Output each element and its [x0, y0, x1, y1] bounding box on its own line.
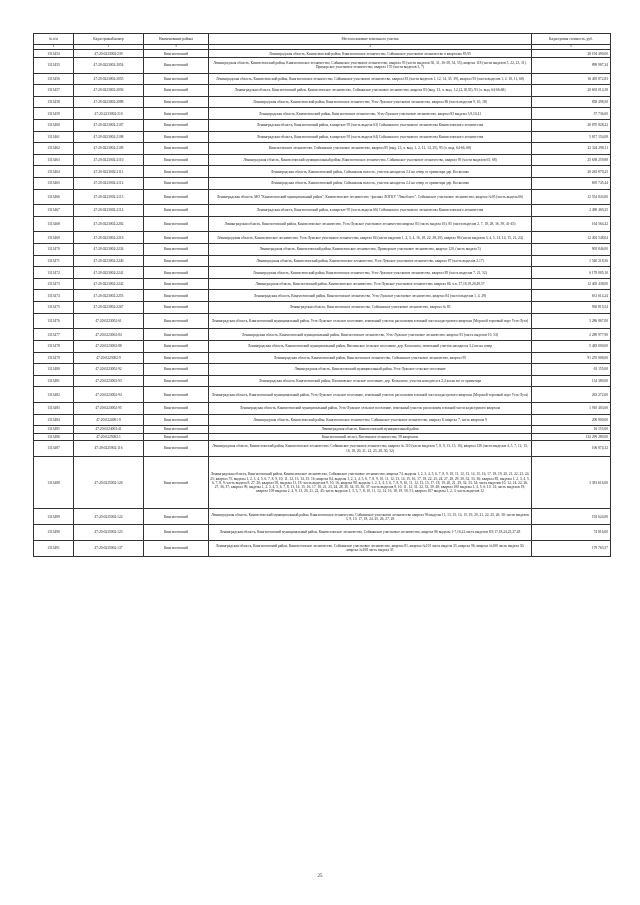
table-row — [34, 50, 611, 58]
land-location: Ленинградская область, Кингисеппский район, Кингисеппское лесничество, Усть-Лужское участковое лесничество, квартал 87 (часть выделов 2,17) — [209, 255, 532, 267]
row-number: 1313487 — [34, 441, 74, 457]
header-district: Наименование района — [144, 34, 209, 45]
cadastral-number: 47:20:0223002:92 — [74, 364, 144, 376]
row-number: 1313481 — [34, 375, 74, 387]
row-number: 1313466 — [34, 189, 74, 205]
table-row — [34, 267, 611, 279]
district-name: Кингисеппский — [144, 177, 209, 189]
district-name: Кингисеппский — [144, 313, 209, 329]
row-number: 1313475 — [34, 302, 74, 314]
cadastral-value: 1 910 403,60 — [532, 402, 611, 414]
district-name: Кингисеппский — [144, 50, 209, 58]
cadastral-number: 47:20:0223002:239 — [74, 50, 144, 58]
land-location: Ленинградская область, Кингисеппский район, Кингисеппское лесничество, Усть-Лужское участковое лесничество квартал 83 (часть выдела 16), 85 (части выделов 2, 7, 18, 28, 36, 39, 41-45) — [209, 216, 532, 232]
cadastral-value: 23 324 298,11 — [532, 143, 611, 155]
cadastral-value-table — [33, 33, 611, 557]
cadastral-number: 47:20:0224001:9 — [74, 414, 144, 426]
page-number: 25 — [317, 874, 323, 879]
table-row — [34, 456, 611, 509]
cadastral-number: 47:20:0223002:2108 — [74, 131, 144, 143]
land-location: Ленинградская область, Кингисеппский район, Пахомовское сельское поселение, дер. Косколово, участок находится в 2,4 км на юг от ориентира — [209, 375, 532, 387]
table-row — [34, 177, 611, 189]
row-number: 1313476 — [34, 313, 74, 329]
table-row — [34, 364, 611, 376]
row-number: 1313459 — [34, 108, 74, 120]
land-location: Ленинградская область, Кингисеппский район, в квартале 95 (часть выдела 66) Сойкинского участкового лесничества Кингисеппского лесничества — [209, 205, 532, 217]
cadastral-value: 134 380,00 — [532, 375, 611, 387]
cadastral-number: 47:20:0223002:2054 — [74, 57, 144, 73]
district-name: Кингисеппский — [144, 414, 209, 426]
cadastral-number: 47:20:0223002:2056 — [74, 85, 144, 97]
table-row — [34, 73, 611, 85]
district-name: Кингисеппский — [144, 216, 209, 232]
cadastral-value: 16 405 872,83 — [532, 73, 611, 85]
land-location: Ленинградская область, Кингисеппский район, Сойкинская волость, участок находится 2.4 на север от ориентира дер. Косколово — [209, 166, 532, 178]
row-number: 1313483 — [34, 402, 74, 414]
table-row — [34, 96, 611, 108]
cadastral-number: 47:20:0224003:41 — [74, 426, 144, 434]
table-row — [34, 143, 611, 155]
row-number: 1313467 — [34, 205, 74, 217]
cadastral-value: 3 286 867,00 — [532, 313, 611, 329]
table-row — [34, 131, 611, 143]
district-name: Кингисеппский — [144, 108, 209, 120]
table-row — [34, 232, 611, 244]
table-row — [34, 85, 611, 97]
cadastral-value: 192 624,00 — [532, 509, 611, 525]
district-name: Кингисеппский — [144, 166, 209, 178]
cadastral-value: 3 381 616,00 — [532, 456, 611, 509]
cadastral-number: 47:20:0223002:88 — [74, 340, 144, 352]
table-row — [34, 540, 611, 556]
district-name: Кингисеппский — [144, 433, 209, 441]
cadastral-number: 47:20:0223002:95 — [74, 402, 144, 414]
table-row — [34, 375, 611, 387]
land-location: Ленинградская область, Кингисеппский район, Кингисеппское лесничество, Усть-Лужское участковое лесничество, квартал 86 (часть выделов 9, 10, 18) — [209, 96, 532, 108]
land-location: Ленинградская область, Кингисеппский муниципальный район, Усть-Лужское сельское поселение, земельный участок расположен в южной части кадастрового квартала (Морской торговый порт Усть-Луга) — [209, 387, 532, 403]
cadastral-number: 47:20:0223002:61 — [74, 313, 144, 329]
cadastral-value: 6 178 085,10 — [532, 267, 611, 279]
district-name: Кингисеппский — [144, 205, 209, 217]
cadastral-value: 91 255 008,00 — [532, 352, 611, 364]
land-location: Ленинградская область, Кингисеппский муниципальный район, Кингисеппское лесничество, Сойкинское участковое лесничество, квартал 96 выделы 1-7,16,22,часть выделов 8,9,17,18,24,25,27,28 — [209, 525, 532, 541]
district-name: Кингисеппский — [144, 85, 209, 97]
cadastral-number: 47:20:0223002:2240 — [74, 255, 144, 267]
district-name: Кингисеппский — [144, 509, 209, 525]
cadastral-number: 47:20:0223002:2109 — [74, 143, 144, 155]
table-header-row — [34, 34, 611, 45]
column-index: 1 — [34, 45, 74, 50]
cadastral-number: 47:20:0225002:137 — [74, 540, 144, 556]
table-row — [34, 387, 611, 403]
district-name: Кингисеппский — [144, 96, 209, 108]
cadastral-value: 132 299 280,00 — [532, 433, 611, 441]
land-location: Ленинградская область, Кингисеппский район, в квартале 95 (часть выдела 63) Сойкинского участкового лесничества Кингисеппского лесничества — [209, 119, 532, 131]
land-location: Кингисеппский лесхоз, Вистинское лесничество, 58 кварталов — [209, 433, 532, 441]
cadastral-value: 263 272,00 — [532, 387, 611, 403]
cadastral-number: 47:20:0223002:2055 — [74, 73, 144, 85]
land-location: Ленинградская область, Кингисеппский район, Кингисеппское лесничество, Усть-Лужское участковое лесничество, квартал 86, ч.в. 17,18,19,20,49,57 — [209, 278, 532, 290]
district-name: Кингисеппский — [144, 267, 209, 279]
land-location: Ленинградская область, Кингисеппский муниципальный район — [209, 426, 532, 434]
district-name: Кингисеппский — [144, 456, 209, 509]
district-name: Кингисеппский — [144, 57, 209, 73]
cadastral-value: 905 846,00 — [532, 244, 611, 256]
land-location: Ленинградская область, Кингисеппский район, Кингисеппское лесничество, Сойкинское участковое лесничество, квартал 95 (части выделов 30, 31, 36-38, 54, 55), квартал 118 (части выделов 5, 22, 23, 31). Приморское участковое лесничество, квартал 170 (части выделов 3, 7) — [209, 57, 532, 73]
land-location: Ленинградская область, Кингисеппский муниципальный район, Кингисеппское лесничество, Усть-Лужское участковое лесничество, квартал 93 (часть выделов 10, 54) — [209, 329, 532, 341]
land-location: Ленинградская область, Кингисеппский муниципальный район, Кингисеппское лесничество, Сойкинское участковое лесничество квартал 96 выделы 11, 13, 15, 14, 15, 19, 20, 21, 22, 25, 26, 30; части выделов 3, 9, 10, 17, 18, 24, 25, 26, 27, 28 — [209, 509, 532, 525]
land-location: Ленинградская область, Кингисеппский район, Кингисеппское лесничество, Сойкинское участковое лесничество, квартал 83 (части выделов 1, 12, 14, 35, 39), квартал 93 (части выделов 1, 2, 10, 11, 68) — [209, 73, 532, 85]
table-row — [34, 329, 611, 341]
land-location: Ленинградская область, Кингисеппский район, в квартале 95 (часть выдела 64) Сойкинского участкового лесничества Кингисеппского лесничества — [209, 131, 532, 143]
cadastral-number: 47:20:0225002:123 — [74, 525, 144, 541]
table-row — [34, 205, 611, 217]
cadastral-number: 47:20:0223002:9 — [74, 352, 144, 364]
cadastral-number: 47:20:0223002:2234 — [74, 244, 144, 256]
table-row — [34, 352, 611, 364]
table-row — [34, 414, 611, 426]
table-row — [34, 166, 611, 178]
row-number: 1313457 — [34, 85, 74, 97]
cadastral-number: 47:20:0225002:122 — [74, 509, 144, 525]
cadastral-value: 1 540 218,56 — [532, 255, 611, 267]
cadastral-value: 57 736,00 — [532, 108, 611, 120]
cadastral-number: 47:20:0225002:116 — [74, 441, 144, 457]
cadastral-value: 5 817 154,08 — [532, 131, 611, 143]
cadastral-number: 47:20:0223002:2267 — [74, 302, 144, 314]
row-number: 1313468 — [34, 216, 74, 232]
table-row — [34, 290, 611, 302]
cadastral-number: 47:20:0223002:2216 — [74, 232, 144, 244]
row-number: 1313479 — [34, 352, 74, 364]
cadastral-value: 20 263 870,25 — [532, 166, 611, 178]
district-name: Кингисеппский — [144, 232, 209, 244]
cadastral-value: 179 763,57 — [532, 540, 611, 556]
cadastral-value: 12 554 843,00 — [532, 189, 611, 205]
cadastral-value: 899 987,34 — [532, 57, 611, 73]
table-row — [34, 255, 611, 267]
district-name: Кингисеппский — [144, 402, 209, 414]
district-name: Кингисеппский — [144, 302, 209, 314]
land-location: Ленинградская область, Кингисеппский район, Кингисеппское лесничество, Усть-Лужское участковое лесничество, квартал 85 (часть выделов 7, 21, 52) — [209, 267, 532, 279]
cadastral-value: 16 155,00 — [532, 426, 611, 434]
row-number: 1313484 — [34, 414, 74, 426]
cadastral-number: 47:20:0223002:2253 — [74, 290, 144, 302]
land-location: Ленинградская область, Кингисеппский район, Кингисеппское лесничество, Приморское участковое лесничество, квартал 120, (часть выдела 5) — [209, 244, 532, 256]
cadastral-value: 106 874,32 — [532, 441, 611, 457]
district-name: Кингисеппский — [144, 255, 209, 267]
cadastral-value: 2 289 977,90 — [532, 329, 611, 341]
land-location: Ленинградская область, Кингисеппский муниципальный район, Усть-Лужское сельское поселение, земельный участок расположен в южной части кадастрового квартала — [209, 402, 532, 414]
district-name: Кингисеппский — [144, 441, 209, 457]
cadastral-number: 47:20:0223002:2112 — [74, 177, 144, 189]
district-name: Кингисеппский — [144, 540, 209, 556]
land-location: Ленинградская область, Кингисеппский муниципальный район, Усть-Лужское сельское поселение — [209, 364, 532, 376]
row-number: 1313472 — [34, 267, 74, 279]
column-index: 4 — [209, 45, 532, 50]
header-location: Местоположение земельного участка — [209, 34, 532, 45]
district-name: Кингисеппский — [144, 352, 209, 364]
cadastral-number: 47:20:0223002:2088 — [74, 96, 144, 108]
cadastral-value: 26 870 828,22 — [532, 119, 611, 131]
cadastral-number: 47:20:0223002:2113 — [74, 189, 144, 205]
header-cadastral-number: Кадастровый номер — [74, 34, 144, 45]
table-row — [34, 441, 611, 457]
table-row — [34, 426, 611, 434]
cadastral-value: 28 194 490,00 — [532, 50, 611, 58]
header-num: № п/п — [34, 34, 74, 45]
land-location: Ленинградская область, Кингисеппский район, Кингисеппское лесничество, Сойкинское участковое лесничество, квартал № 110 (части выделов 7, 8, 9, 13, 15, 16), квартал 126 (части выделов 4, 5, 7, 12, 13, 16, 18, 20, 21, 22, 23, 28, 30, 32) — [209, 441, 532, 457]
row-number: 1313490 — [34, 525, 74, 541]
cadastral-value: 74 816,00 — [532, 525, 611, 541]
cadastral-value: 164 564,42 — [532, 216, 611, 232]
table-row — [34, 108, 611, 120]
table-row — [34, 340, 611, 352]
column-index: 3 — [144, 45, 209, 50]
row-number: 1313485 — [34, 426, 74, 434]
row-number: 1313474 — [34, 290, 74, 302]
table-row — [34, 402, 611, 414]
cadastral-value: 695 745,44 — [532, 177, 611, 189]
row-number: 1313486 — [34, 433, 74, 441]
district-name: Кингисеппский — [144, 73, 209, 85]
row-number: 1313455 — [34, 57, 74, 73]
cadastral-number: 47:20:0223002:93 — [74, 375, 144, 387]
table-row — [34, 216, 611, 232]
land-location: Ленинградская область, Кингисеппское лесничество, Усть-Лужское участковое лесничество, квартал 84 (части выделов 1, 2, 3, 4, 16, 18, 22, 28, 29), квартал 86 (части выделов 3, 4, 5, 13, 14, 15, 21, 24) — [209, 232, 532, 244]
cadastral-number: 47:20:0225002:1 — [74, 433, 144, 441]
row-number: 1313480 — [34, 364, 74, 376]
district-name: Кингисеппский — [144, 375, 209, 387]
cadastral-value: 12 402 548,04 — [532, 232, 611, 244]
cadastral-value: 25 658 259,88 — [532, 154, 611, 166]
district-name: Кингисеппский — [144, 290, 209, 302]
district-name: Кингисеппский — [144, 340, 209, 352]
row-number: 1313489 — [34, 509, 74, 525]
cadastral-number: 47:20:0225002:120 — [74, 456, 144, 509]
land-location: Ленинградская область, Кингисеппский муниципальный район, Вистинское сельское поселение, дер. Косколово, земельный участок находится 3,2 км на север — [209, 340, 532, 352]
land-location: Ленинградская область, Кингисеппский район, Кингисеппское лесничество, Сойкинское участковое лесничество, квартал 95 — [209, 352, 532, 364]
row-number: 1313462 — [34, 143, 74, 155]
land-location: Ленинградская область, Кингисеппский район, Кингисеппское лесничество, Усть-Лужское участковое лесничество, квартал 84 (части выделов 1, 4, 29) — [209, 290, 532, 302]
header-value: Кадастровая стоимость, руб. — [532, 34, 611, 45]
table-row — [34, 154, 611, 166]
column-index: 2 — [74, 45, 144, 50]
column-index: 5 — [532, 45, 611, 50]
district-name: Кингисеппский — [144, 244, 209, 256]
row-number: 1313491 — [34, 540, 74, 556]
row-number: 1313465 — [34, 177, 74, 189]
row-number: 1313469 — [34, 232, 74, 244]
row-number: 1313470 — [34, 244, 74, 256]
land-location: Ленинградская область, Кингисеппский район, Кингисеппское лесничество, Сойкинское участковое лесничество, квартал 8, квартал 7, часть квартала 9 — [209, 414, 532, 426]
land-location: Кингисеппское лесничество, Сойкинское участковое лесничество, квартал 85 (выд. 13, ч. выд. 1, 2, 12, 14, 35), 95 (ч. выд. 64-66, 68) — [209, 143, 532, 155]
land-location: Ленинградская область, Кингисеппский район, Сойкинская волость, участок находится 2.4 на север от ориентира дер. Косколово — [209, 177, 532, 189]
land-location: Ленинградская область, Кингисеппское лесничество, Сойкинское участковое лесничество, квартал № 83 — [209, 302, 532, 314]
cadastral-number: 47:20:0223002:2110 — [74, 154, 144, 166]
district-name: Кингисеппский — [144, 364, 209, 376]
cadastral-value: 930 819,54 — [532, 302, 611, 314]
district-name: Кингисеппский — [144, 131, 209, 143]
row-number: 1313463 — [34, 154, 74, 166]
cadastral-number: 47:20:0223002:84 — [74, 329, 144, 341]
row-number: 1313456 — [34, 73, 74, 85]
row-number: 1313458 — [34, 96, 74, 108]
land-location: Ленинградская область, Кингисеппский район, Кингисеппское лесничество, Усть-Лужское участковое лесничество, квартал 83 выделы 3,9,10,41 — [209, 108, 532, 120]
cadastral-value: 631 614,24 — [532, 290, 611, 302]
table-row — [34, 525, 611, 541]
row-number: 1313461 — [34, 131, 74, 143]
district-name: Кингисеппский — [144, 426, 209, 434]
row-number: 1313482 — [34, 387, 74, 403]
district-name: Кингисеппский — [144, 143, 209, 155]
cadastral-number: 47:20:0223002:2111 — [74, 166, 144, 178]
row-number: 1313460 — [34, 119, 74, 131]
cadastral-value: 5 483 000,00 — [532, 340, 611, 352]
land-location: Ленинградская область, Кингисеппский район, Кингисеппское лесничество, Сойкинское участковое лесничество в кварталах 85,95 — [209, 50, 532, 58]
cadastral-value: 200 800,00 — [532, 414, 611, 426]
cadastral-value: 63 155,00 — [532, 364, 611, 376]
row-number: 1313464 — [34, 166, 74, 178]
table-row — [34, 302, 611, 314]
row-number: 1313478 — [34, 340, 74, 352]
table-row — [34, 433, 611, 441]
land-location: Ленинградская область, Кингисеппский район, Кингисеппское лесничество, Сойкинское участковое лесничество, квартал 74, выделы 1, 2, 3, 4, 5, 6, 7, 8, 9, 10, 11, 12, 13, 14, 15, 16, 17, 18, 19, 20, 21, 22, 23, 24, 25; квартал 75, выделы 1, 2, 3, 4, 5, 6, 7, 8, 9, 10, 11, 12, 13, 14, 15, 16; квартал 84, выделы 1, 2, 3, 4, 5, 6, 7, 8, 9, 10, 11, 12, 13, 14, 15, 16, 17, 18, 22, 23, 24, 27, 28, 29, 30, 32, 33, 36; квартал 85, выделы 1, 2, 3, 4, 5, 6, 7, 8, 9; часть выдела 8, 27, 30; квартал 95, выделы 11, 18; часть выделов 9, 10, 16, квартал 98, выделы 1, 2, 3, 4, 5, 6, 7, 8, 9, 10, 11, 12, 13, 15, 17, 18, 19, 20, 21, 29, 32, 33, 34; часть выделов 10, 12, 14, 22, 26, 27, 36, 37; квартал 99, выделы 1, 2, 3, 4, 5, 6, 7, 8, 13, 14, 15, 16, 17, 18, 21, 23, 24, 28, 30, 34, 35, 36, 37; часть выделов 9, 10, 11, 12, 31, 32, 33, 39, 40; квартал 100 выделы 1, 4, 5, 6, 10, 14; часть выделов 19; квартал 109 выделы 2, 4, 9, 13, 20, 21, 22, 45; часть выделов 1, 3, 5, 7, 8, 10, 11, 12, 14, 16, 18, 19, 50, 51; квартал 107 выделы 1, 2, 3; часть выделов 12 — [209, 456, 532, 509]
cadastral-number: 47:20:0223002:94 — [74, 387, 144, 403]
land-location: Ленинградская область, Кингисеппский район, Кингисеппское лесничество, Сойкинское участковое лесничество, квартал 83 (выд. 13, ч. выд. 1,2,12,18,35), 93 (ч. выд. 64-66,68) — [209, 85, 532, 97]
row-number: 1313488 — [34, 456, 74, 509]
land-location: Ленинградская область, Кингисеппский район, Кингисеппское лесничество, Сойкинское участковое лесничество, квартал 81, квартал №101 часть выдела 33, квартал 96, квартал №100 часть выдела 30, квартал №108 часть выдела 35 — [209, 540, 532, 556]
cadastral-value: 12 405 438,00 — [532, 278, 611, 290]
cadastral-number: 47:20:0223002:2202 — [74, 216, 144, 232]
table-row — [34, 189, 611, 205]
district-name: Кингисеппский — [144, 387, 209, 403]
cadastral-value: 838 498,50 — [532, 96, 611, 108]
table-body — [34, 50, 611, 556]
table-row — [34, 313, 611, 329]
cadastral-number: 47:20:0223002:2114 — [74, 205, 144, 217]
table-row — [34, 119, 611, 131]
district-name: Кингисеппский — [144, 278, 209, 290]
district-name: Кингисеппский — [144, 119, 209, 131]
table-row — [34, 57, 611, 73]
land-location: Ленинградская область, Кингисеппский муниципальный район, Усть-Лужское сельское поселение, земельный участок расположен в южной части кадастрового квартала (Морской торговый порт Усть-Луга) — [209, 313, 532, 329]
district-name: Кингисеппский — [144, 189, 209, 205]
row-number: 1313471 — [34, 255, 74, 267]
document-sheet — [33, 33, 610, 557]
row-number: 1313454 — [34, 50, 74, 58]
district-name: Кингисеппский — [144, 154, 209, 166]
district-name: Кингисеппский — [144, 525, 209, 541]
land-location: Ленинградская область, Кингисеппский муниципальный район, Кингисеппское лесничество, Сойкинское участковое лесничество, квартал 95 (части выделов 65, 68) — [209, 154, 532, 166]
table-row — [34, 509, 611, 525]
district-name: Кингисеппский — [144, 329, 209, 341]
cadastral-number: 47:20:2233002:310 — [74, 108, 144, 120]
table-row — [34, 278, 611, 290]
cadastral-number: 47:20:0223002:2242 — [74, 278, 144, 290]
cadastral-number: 47:20:0223002:2241 — [74, 267, 144, 279]
table-row — [34, 244, 611, 256]
cadastral-number: 47:20:0223002:2107 — [74, 119, 144, 131]
land-location: Ленинградская область, МО "Кингисеппский муниципальный район", Кингисеппское лесничество - филиал ЛОГКУ "Ленобллес", Сойкинское участковое лесничество, квартал №95 (часть выдела 66) — [209, 189, 532, 205]
cadastral-value: 20 603 014,38 — [532, 85, 611, 97]
row-number: 1313473 — [34, 278, 74, 290]
cadastral-value: 2 490 469,25 — [532, 205, 611, 217]
row-number: 1313477 — [34, 329, 74, 341]
